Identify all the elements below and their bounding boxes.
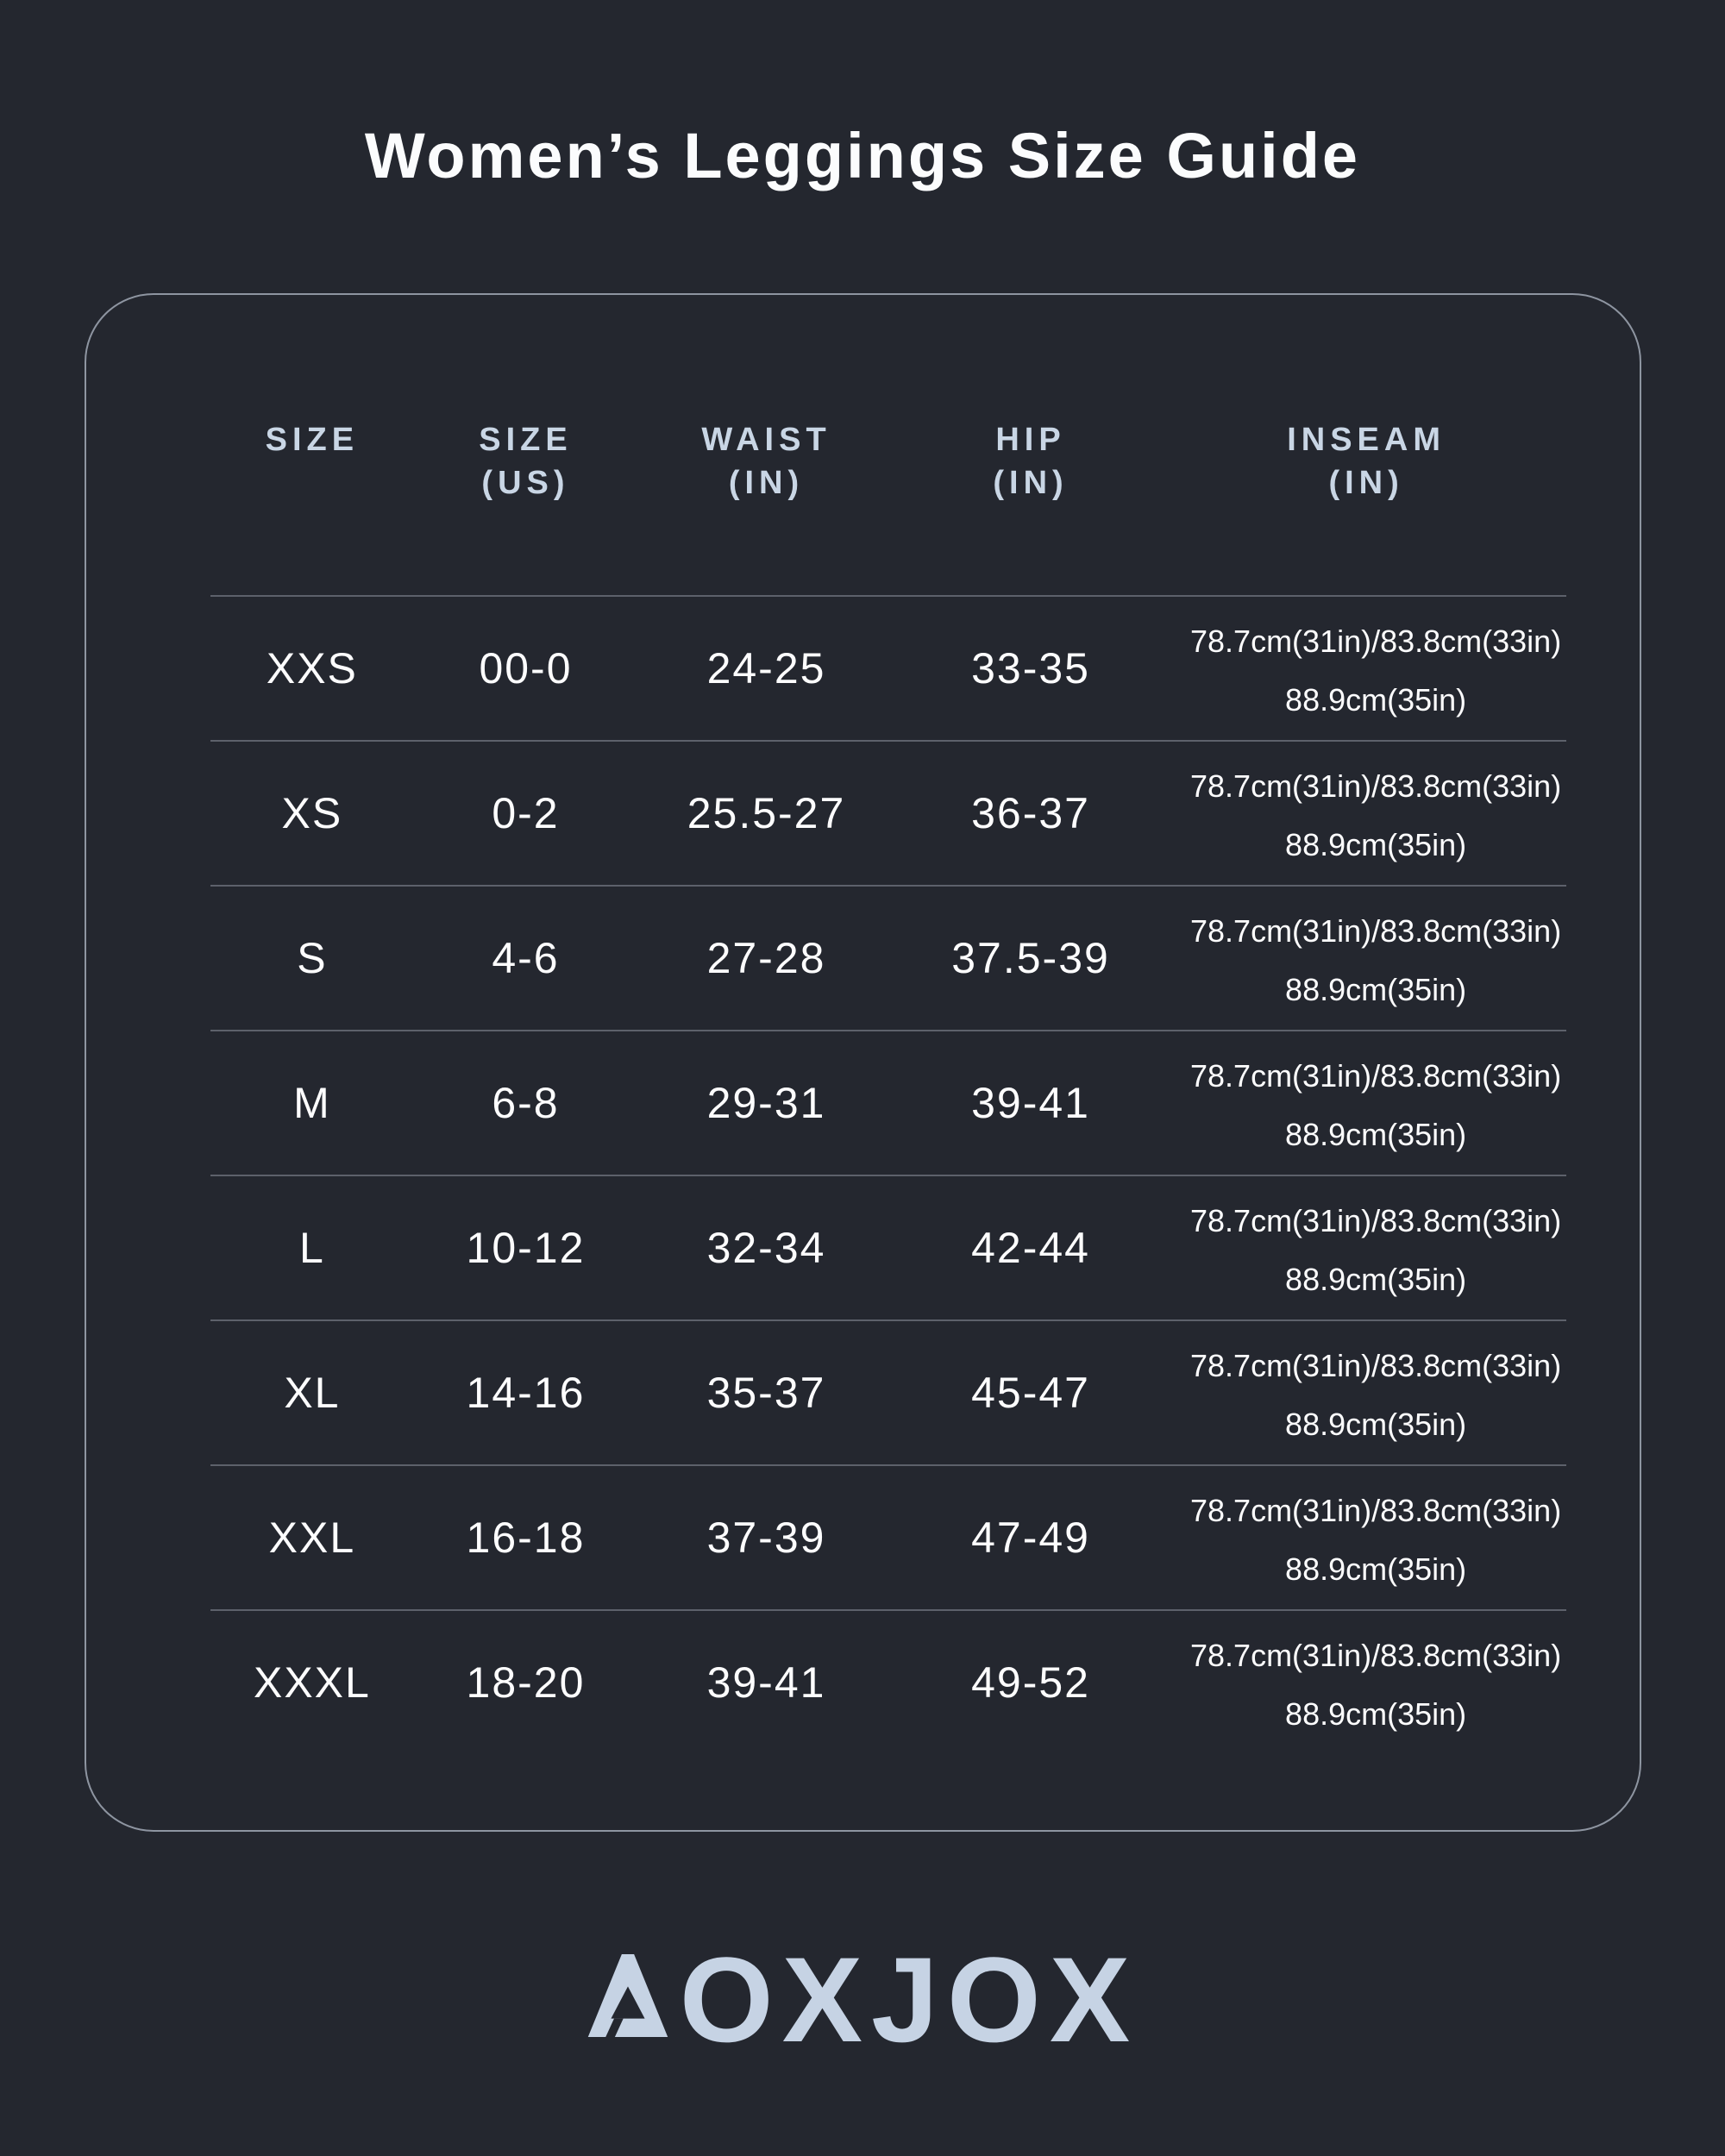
size-us-cell: 0-2 — [492, 789, 560, 837]
brand-logo — [0, 1930, 1725, 2070]
inseam-cell — [1166, 1621, 1566, 1744]
table-row — [210, 1175, 1566, 1319]
header-line1: SIZE — [479, 422, 573, 458]
inseam-line2: 88.9cm(35in) — [1285, 827, 1467, 862]
header-line1: HIP — [995, 422, 1066, 458]
waist-cell: 39-41 — [706, 1658, 826, 1707]
logo-letter-a-icon — [586, 1950, 669, 2041]
size-us-cell: 10-12 — [466, 1224, 586, 1272]
waist-cell: 35-37 — [706, 1369, 826, 1417]
size-cell: XXXL — [253, 1658, 371, 1707]
table-row — [210, 1464, 1566, 1609]
size-cell: L — [298, 1224, 325, 1272]
table-row — [210, 1609, 1566, 1754]
inseam-line1: 78.7cm(31in)/83.8cm(33in) — [1190, 913, 1562, 949]
waist-cell: 27-28 — [706, 934, 826, 982]
inseam-line1: 78.7cm(31in)/83.8cm(33in) — [1190, 1058, 1562, 1094]
page-title: Women’s Leggings Size Guide — [364, 120, 1361, 191]
size-cell: XXL — [268, 1514, 356, 1562]
inseam-cell — [1166, 1187, 1566, 1309]
inseam-line2: 88.9cm(35in) — [1285, 1262, 1467, 1297]
inseam-line1: 78.7cm(31in)/83.8cm(33in) — [1190, 624, 1562, 659]
header-line2: (IN) — [728, 465, 805, 501]
hip-cell: 37.5-39 — [951, 934, 1110, 982]
inseam-line1: 78.7cm(31in)/83.8cm(33in) — [1190, 1348, 1562, 1383]
size-us-cell: 16-18 — [466, 1514, 586, 1562]
inseam-line2: 88.9cm(35in) — [1285, 1407, 1467, 1442]
inseam-cell — [1166, 1042, 1566, 1164]
inseam-line2: 88.9cm(35in) — [1285, 682, 1467, 718]
size-cell: S — [297, 934, 328, 982]
inseam-line2: 88.9cm(35in) — [1285, 1696, 1467, 1732]
table-body — [210, 595, 1566, 1754]
column-header-hip — [895, 418, 1166, 505]
inseam-line2: 88.9cm(35in) — [1285, 1117, 1467, 1152]
header-line2 — [210, 461, 414, 505]
hip-cell: 36-37 — [971, 789, 1090, 837]
size-cell: M — [293, 1079, 331, 1127]
hip-cell: 49-52 — [971, 1658, 1090, 1707]
inseam-line1: 78.7cm(31in)/83.8cm(33in) — [1190, 768, 1562, 804]
waist-cell: 29-31 — [706, 1079, 826, 1127]
column-header-inseam — [1166, 418, 1566, 505]
waist-cell: 24-25 — [706, 644, 826, 693]
column-header-size-us — [414, 418, 637, 505]
header-line1: INSEAM — [1287, 422, 1446, 458]
header-line1: WAIST — [701, 422, 831, 458]
header-line2: (US) — [481, 465, 570, 501]
hip-cell: 39-41 — [971, 1079, 1090, 1127]
inseam-line2: 88.9cm(35in) — [1285, 972, 1467, 1007]
size-us-cell: 4-6 — [492, 934, 560, 982]
table-row — [210, 1319, 1566, 1464]
size-cell: XS — [281, 789, 343, 837]
waist-cell: 25.5-27 — [687, 789, 846, 837]
header-line1: SIZE — [265, 422, 360, 458]
hip-cell: 33-35 — [971, 644, 1090, 693]
table-row — [210, 885, 1566, 1030]
header-line2: (IN) — [993, 465, 1069, 501]
size-chart-card — [85, 293, 1641, 1832]
hip-cell: 45-47 — [971, 1369, 1090, 1417]
inseam-cell — [1166, 897, 1566, 1019]
size-cell: XL — [284, 1369, 341, 1417]
size-us-cell: 00-0 — [479, 644, 573, 693]
column-header-waist — [637, 418, 895, 505]
inseam-line2: 88.9cm(35in) — [1285, 1551, 1467, 1587]
table-row — [210, 1030, 1566, 1175]
size-us-cell: 18-20 — [466, 1658, 586, 1707]
inseam-line1: 78.7cm(31in)/83.8cm(33in) — [1190, 1203, 1562, 1238]
inseam-cell — [1166, 1332, 1566, 1454]
inseam-cell — [1166, 752, 1566, 874]
hip-cell: 42-44 — [971, 1224, 1090, 1272]
table-header-row — [210, 295, 1566, 595]
hip-cell: 47-49 — [971, 1514, 1090, 1562]
table-row — [210, 740, 1566, 885]
size-us-cell: 14-16 — [466, 1369, 586, 1417]
column-header-size — [210, 418, 414, 505]
inseam-line1: 78.7cm(31in)/83.8cm(33in) — [1190, 1493, 1562, 1528]
size-us-cell: 6-8 — [492, 1079, 560, 1127]
size-table — [210, 295, 1566, 1754]
inseam-cell — [1166, 1476, 1566, 1599]
waist-cell: 37-39 — [706, 1514, 826, 1562]
header-line2: (IN) — [1328, 465, 1404, 501]
table-row — [210, 595, 1566, 740]
inseam-line1: 78.7cm(31in)/83.8cm(33in) — [1190, 1638, 1562, 1673]
brand-wordmark: OXJOX — [679, 1932, 1139, 2067]
inseam-cell — [1166, 607, 1566, 730]
size-cell: XXS — [266, 644, 358, 693]
waist-cell: 32-34 — [706, 1224, 826, 1272]
